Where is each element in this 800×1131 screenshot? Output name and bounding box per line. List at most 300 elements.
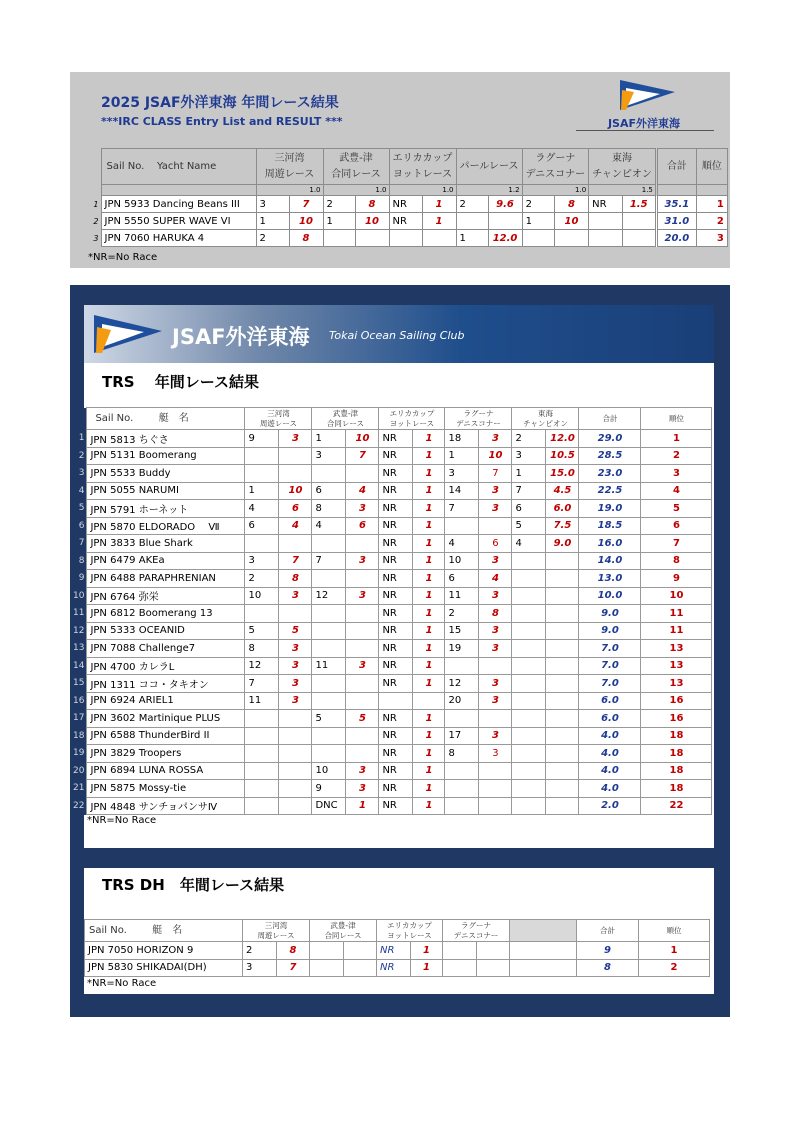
trs-row xyxy=(70,482,712,500)
rank: 5 xyxy=(641,500,712,518)
race-score: 2 xyxy=(243,942,277,960)
race-points: 3 xyxy=(479,727,512,745)
race-score: 2 xyxy=(512,430,546,448)
sail-number: JPN 6479 xyxy=(90,555,136,567)
race-score xyxy=(443,942,477,960)
race-points xyxy=(622,213,656,230)
total-points: 10.0 xyxy=(579,587,641,605)
race-score xyxy=(312,535,346,553)
rank: 2 xyxy=(696,213,727,230)
race-points: 3 xyxy=(279,640,312,658)
total-points: 4.0 xyxy=(579,780,641,798)
race-points: 3 xyxy=(479,552,512,570)
row-index: 21 xyxy=(70,780,87,798)
trs-row xyxy=(70,797,712,815)
total-points: 4.0 xyxy=(579,762,641,780)
race-points: 1 xyxy=(413,587,445,605)
race-score xyxy=(512,675,546,693)
race-points xyxy=(346,535,379,553)
yacht-cell xyxy=(87,605,245,623)
total-points: 4.0 xyxy=(579,727,641,745)
total-points: 20.0 xyxy=(656,230,696,247)
race-points: 7 xyxy=(277,959,310,977)
irc-col-race5: ラグーナ デニスコナー xyxy=(522,149,589,185)
total-points: 6.0 xyxy=(579,710,641,728)
yacht-cell xyxy=(87,535,245,553)
race-points: 10 xyxy=(289,213,323,230)
race-points: 3 xyxy=(479,640,512,658)
yacht-cell xyxy=(87,675,245,693)
race-points: 8 xyxy=(279,570,312,588)
total-points: 8 xyxy=(577,959,639,977)
race-points: 3 xyxy=(479,500,512,518)
race-points: 3 xyxy=(346,657,379,675)
rank: 3 xyxy=(641,465,712,483)
race-score xyxy=(245,762,279,780)
race-points: 7.5 xyxy=(546,517,579,535)
race-points xyxy=(546,797,579,815)
race-points: 3 xyxy=(479,675,512,693)
row-index: 11 xyxy=(70,605,87,623)
race-score xyxy=(445,657,479,675)
race-score: NR xyxy=(377,959,411,977)
yacht-name: カレラL xyxy=(138,662,175,674)
yacht-name: AKEa xyxy=(138,555,165,567)
yacht-cell xyxy=(87,570,245,588)
race-score xyxy=(445,517,479,535)
race-score: 5 xyxy=(512,517,546,535)
sail-number: JPN 6894 xyxy=(90,765,136,777)
rank: 1 xyxy=(639,942,710,960)
trs-row xyxy=(70,657,712,675)
yacht-name: ちぐさ xyxy=(138,434,169,446)
yacht-name: Dancing Beans III xyxy=(152,198,240,210)
race-score: NR xyxy=(379,675,413,693)
race-score: 3 xyxy=(512,447,546,465)
trs-row xyxy=(70,762,712,780)
race-points xyxy=(346,745,379,763)
rank: 2 xyxy=(639,959,710,977)
sail-number: JPN 5791 xyxy=(90,504,136,516)
rank: 13 xyxy=(641,675,712,693)
row-index: 19 xyxy=(70,745,87,763)
race-points: 3 xyxy=(479,622,512,640)
race-score: 12 xyxy=(245,657,279,675)
yacht-cell xyxy=(87,640,245,658)
total-points: 7.0 xyxy=(579,640,641,658)
trs-row xyxy=(70,727,712,745)
race-score: 10 xyxy=(245,587,279,605)
race-score: NR xyxy=(379,552,413,570)
banner-title: JSAF外洋東海 xyxy=(172,325,310,349)
yacht-name: HORIZON 9 xyxy=(136,944,194,956)
row-index: 4 xyxy=(70,482,87,500)
trsdh-header-row xyxy=(85,920,710,942)
race-score: NR xyxy=(379,622,413,640)
yacht-name: Martinique PLUS xyxy=(138,712,221,724)
rank: 18 xyxy=(641,727,712,745)
race-score xyxy=(245,710,279,728)
race-points: 1 xyxy=(413,535,445,553)
race-score: 6 xyxy=(512,500,546,518)
sail-number: JPN 5550 xyxy=(104,215,150,227)
rank: 9 xyxy=(641,570,712,588)
race-points xyxy=(279,605,312,623)
row-index: 1 xyxy=(70,430,87,448)
yacht-cell xyxy=(87,500,245,518)
race-points: 6 xyxy=(279,500,312,518)
race-points: 5 xyxy=(279,622,312,640)
row-index: 3 xyxy=(84,230,101,247)
sail-number: JPN 7050 xyxy=(88,944,134,956)
sail-number: JPN 3602 xyxy=(90,712,136,724)
sail-number: JPN 6924 xyxy=(90,695,136,707)
race-score: 7 xyxy=(312,552,346,570)
trs-row xyxy=(70,745,712,763)
trs-col-race4: ラグーナ デニスコナー xyxy=(445,408,512,430)
race-points: 10.5 xyxy=(546,447,579,465)
race-points: 3 xyxy=(279,675,312,693)
yacht-cell xyxy=(87,430,245,448)
sail-number: JPN 3829 xyxy=(90,747,136,759)
sail-number: JPN 5533 xyxy=(90,467,136,479)
race-score xyxy=(456,213,488,230)
race-points: 3 xyxy=(279,692,312,710)
trsdh-results-table xyxy=(84,919,710,977)
race-points: 1 xyxy=(413,605,445,623)
race-score: NR xyxy=(379,500,413,518)
yacht-name: Troopers xyxy=(138,747,182,759)
race-score: 2 xyxy=(245,570,279,588)
irc-coef: 1.0 xyxy=(522,185,589,196)
row-index: 2 xyxy=(84,213,101,230)
race-score: 3 xyxy=(445,465,479,483)
race-points: 5 xyxy=(346,710,379,728)
race-points: 1 xyxy=(413,552,445,570)
race-points xyxy=(279,762,312,780)
race-points xyxy=(479,797,512,815)
race-score: NR xyxy=(379,517,413,535)
race-score: 11 xyxy=(445,587,479,605)
race-points xyxy=(279,447,312,465)
yacht-cell xyxy=(87,622,245,640)
race-points xyxy=(488,213,522,230)
race-points xyxy=(413,692,445,710)
race-points xyxy=(546,622,579,640)
race-score: 19 xyxy=(445,640,479,658)
row-index: 18 xyxy=(70,727,87,745)
yacht-cell xyxy=(87,692,245,710)
race-score: 1 xyxy=(522,213,554,230)
race-score: NR xyxy=(379,640,413,658)
trsdh-col-blank xyxy=(510,920,577,942)
trs-col-race3: エリカカップ ヨットレース xyxy=(379,408,445,430)
rank: 8 xyxy=(641,552,712,570)
race-points: 3 xyxy=(479,430,512,448)
race-score: 2 xyxy=(445,605,479,623)
race-score xyxy=(312,727,346,745)
rank: 18 xyxy=(641,780,712,798)
race-score: 11 xyxy=(245,692,279,710)
race-score xyxy=(512,587,546,605)
race-score: 1 xyxy=(456,230,488,247)
yacht-cell xyxy=(87,797,245,815)
race-points: 10 xyxy=(355,213,389,230)
race-score: NR xyxy=(379,482,413,500)
race-score: 2 xyxy=(323,196,355,213)
race-points: 3 xyxy=(479,745,512,763)
race-points: 1 xyxy=(413,745,445,763)
total-points: 9.0 xyxy=(579,622,641,640)
yacht-cell xyxy=(87,482,245,500)
sail-number: JPN 7060 xyxy=(104,232,150,244)
trs-nr-note: *NR=No Race xyxy=(87,815,157,826)
total-points: 7.0 xyxy=(579,675,641,693)
race-score: 4 xyxy=(445,535,479,553)
race-score xyxy=(310,959,344,977)
race-points xyxy=(346,465,379,483)
race-score xyxy=(589,230,622,247)
race-points xyxy=(477,942,510,960)
race-score: NR xyxy=(379,570,413,588)
trsdh-row xyxy=(85,959,710,977)
race-score xyxy=(512,762,546,780)
yacht-name: Boomerang xyxy=(138,450,197,462)
rank: 13 xyxy=(641,640,712,658)
trsdh-col-race3: エリカカップ ヨットレース xyxy=(377,920,443,942)
yacht-name: Challenge7 xyxy=(138,642,196,654)
total-points: 35.1 xyxy=(656,196,696,213)
row-index: 13 xyxy=(70,640,87,658)
race-points xyxy=(479,710,512,728)
yacht-cell xyxy=(87,780,245,798)
race-points xyxy=(479,517,512,535)
race-points: 7 xyxy=(346,447,379,465)
yacht-name: NARUMI xyxy=(138,485,179,497)
yacht-cell xyxy=(87,657,245,675)
total-points: 19.0 xyxy=(579,500,641,518)
irc-logo-underline xyxy=(576,130,714,131)
irc-title: 2025 JSAF外洋東海 年間レース結果 xyxy=(101,95,339,111)
race-points xyxy=(346,605,379,623)
race-score xyxy=(245,780,279,798)
trsdh-col-sailno: Sail No. 艇 名 xyxy=(85,920,243,942)
race-points: 8 xyxy=(289,230,323,247)
race-points: 12.0 xyxy=(488,230,522,247)
sail-number: JPN 5875 xyxy=(90,782,136,794)
sail-number: JPN 6488 xyxy=(90,572,136,584)
race-points xyxy=(546,780,579,798)
irc-col-race2: 武豊-津 合同レース xyxy=(323,149,389,185)
race-points xyxy=(279,535,312,553)
race-score xyxy=(512,727,546,745)
race-points xyxy=(346,622,379,640)
race-points: 8 xyxy=(355,196,389,213)
race-points xyxy=(346,640,379,658)
rank: 10 xyxy=(641,587,712,605)
race-points: 1.5 xyxy=(622,196,656,213)
race-score: NR xyxy=(379,797,413,815)
yacht-name: Buddy xyxy=(138,467,171,479)
race-score: NR xyxy=(379,535,413,553)
yacht-cell xyxy=(85,942,243,960)
race-points xyxy=(546,762,579,780)
race-score xyxy=(312,640,346,658)
irc-col-race3: エリカカップ ヨットレース xyxy=(389,149,456,185)
race-score xyxy=(512,640,546,658)
yacht-cell xyxy=(87,552,245,570)
sail-number: JPN 5131 xyxy=(90,450,136,462)
race-points: 12.0 xyxy=(546,430,579,448)
row-index: 14 xyxy=(70,657,87,675)
race-points: 15.0 xyxy=(546,465,579,483)
race-points: 1 xyxy=(413,622,445,640)
race-score xyxy=(512,797,546,815)
yacht-cell xyxy=(87,465,245,483)
irc-col-rank: 順位 xyxy=(696,149,727,185)
race-score xyxy=(512,710,546,728)
trs-title: TRS 年間レース結果 xyxy=(102,373,260,391)
race-score: 3 xyxy=(243,959,277,977)
race-points: 1 xyxy=(413,482,445,500)
race-points: 1 xyxy=(413,780,445,798)
irc-col-total: 合計 xyxy=(656,149,696,185)
total-points: 23.0 xyxy=(579,465,641,483)
race-score xyxy=(389,230,422,247)
race-points: 1 xyxy=(413,675,445,693)
trs-results-table xyxy=(70,407,712,815)
race-score: 8 xyxy=(245,640,279,658)
rank: 7 xyxy=(641,535,712,553)
trs-col-total: 合計 xyxy=(579,408,641,430)
total-points: 28.5 xyxy=(579,447,641,465)
jsaf-banner xyxy=(84,305,714,363)
race-score: 8 xyxy=(312,500,346,518)
race-score: 2 xyxy=(256,230,289,247)
trsdh-col-race4: ラグーナ デニスコナー xyxy=(443,920,510,942)
total-points: 9 xyxy=(577,942,639,960)
race-points: 1 xyxy=(411,959,443,977)
trs-col-rank: 順位 xyxy=(641,408,712,430)
race-score: 20 xyxy=(445,692,479,710)
trs-row xyxy=(70,465,712,483)
total-points: 22.5 xyxy=(579,482,641,500)
race-points xyxy=(355,230,389,247)
race-score xyxy=(245,797,279,815)
race-points: 10 xyxy=(346,430,379,448)
yacht-name: Blue Shark xyxy=(138,537,193,549)
race-points xyxy=(279,727,312,745)
trs-col-sailno: Sail No. 艇 名 xyxy=(87,408,245,430)
race-points: 3 xyxy=(279,657,312,675)
race-points xyxy=(546,657,579,675)
race-score xyxy=(512,605,546,623)
race-score: 7 xyxy=(445,500,479,518)
trsdh-col-rank: 順位 xyxy=(639,920,710,942)
rank: 13 xyxy=(641,657,712,675)
race-score xyxy=(312,745,346,763)
total-points: 29.0 xyxy=(579,430,641,448)
race-points xyxy=(479,657,512,675)
rank: 18 xyxy=(641,762,712,780)
race-points: 1 xyxy=(413,465,445,483)
rank: 11 xyxy=(641,605,712,623)
race-score xyxy=(445,710,479,728)
irc-col-race6: 東海 チャンピオン xyxy=(589,149,657,185)
race-score xyxy=(445,762,479,780)
race-points: 1 xyxy=(413,710,445,728)
trsdh-title: TRS DH 年間レース結果 xyxy=(102,876,285,894)
row-index: 7 xyxy=(70,535,87,553)
yacht-name: PARAPHRENIAN xyxy=(138,572,216,584)
race-score: 2 xyxy=(522,196,554,213)
race-points xyxy=(346,692,379,710)
total-points: 9.0 xyxy=(579,605,641,623)
race-points: 6 xyxy=(346,517,379,535)
race-points xyxy=(344,942,377,960)
total-points: 7.0 xyxy=(579,657,641,675)
race-score: 3 xyxy=(256,196,289,213)
jsaf-banner-logo-icon xyxy=(94,311,162,355)
total-points: 14.0 xyxy=(579,552,641,570)
race-points: 3 xyxy=(346,552,379,570)
race-score: 4 xyxy=(512,535,546,553)
yacht-name: サンチョパンサⅣ xyxy=(138,802,218,814)
rank: 18 xyxy=(641,745,712,763)
irc-nr-note: *NR=No Race xyxy=(88,252,158,263)
sail-number: JPN 6588 xyxy=(90,730,136,742)
total-points: 18.5 xyxy=(579,517,641,535)
race-score xyxy=(512,657,546,675)
yacht-cell xyxy=(101,230,256,247)
race-score: 15 xyxy=(445,622,479,640)
race-points: 1 xyxy=(413,517,445,535)
row-index: 22 xyxy=(70,797,87,815)
irc-coef: 1.5 xyxy=(589,185,657,196)
yacht-name: ELDORADO Ⅶ xyxy=(138,522,220,534)
race-score: 5 xyxy=(245,622,279,640)
race-points: 3 xyxy=(279,587,312,605)
race-score xyxy=(512,692,546,710)
race-points xyxy=(546,640,579,658)
race-points xyxy=(346,570,379,588)
race-points: 8 xyxy=(479,605,512,623)
race-score: 12 xyxy=(312,587,346,605)
race-score: 9 xyxy=(312,780,346,798)
race-score: NR xyxy=(379,745,413,763)
race-points: 3 xyxy=(479,692,512,710)
race-score xyxy=(445,797,479,815)
rank: 2 xyxy=(641,447,712,465)
race-score: 17 xyxy=(445,727,479,745)
yacht-name: ホーネット xyxy=(138,504,189,516)
race-score xyxy=(512,780,546,798)
row-index: 2 xyxy=(70,447,87,465)
race-score: 10 xyxy=(445,552,479,570)
race-score: 10 xyxy=(312,762,346,780)
irc-row xyxy=(84,230,727,247)
trs-row xyxy=(70,535,712,553)
rank: 22 xyxy=(641,797,712,815)
trs-row xyxy=(70,622,712,640)
trsdh-col-race2: 武豊-津 合同レース xyxy=(310,920,377,942)
race-score: 1 xyxy=(512,465,546,483)
total-points: 6.0 xyxy=(579,692,641,710)
trs-row xyxy=(70,587,712,605)
trsdh-row xyxy=(85,942,710,960)
race-points xyxy=(546,605,579,623)
race-points xyxy=(279,710,312,728)
